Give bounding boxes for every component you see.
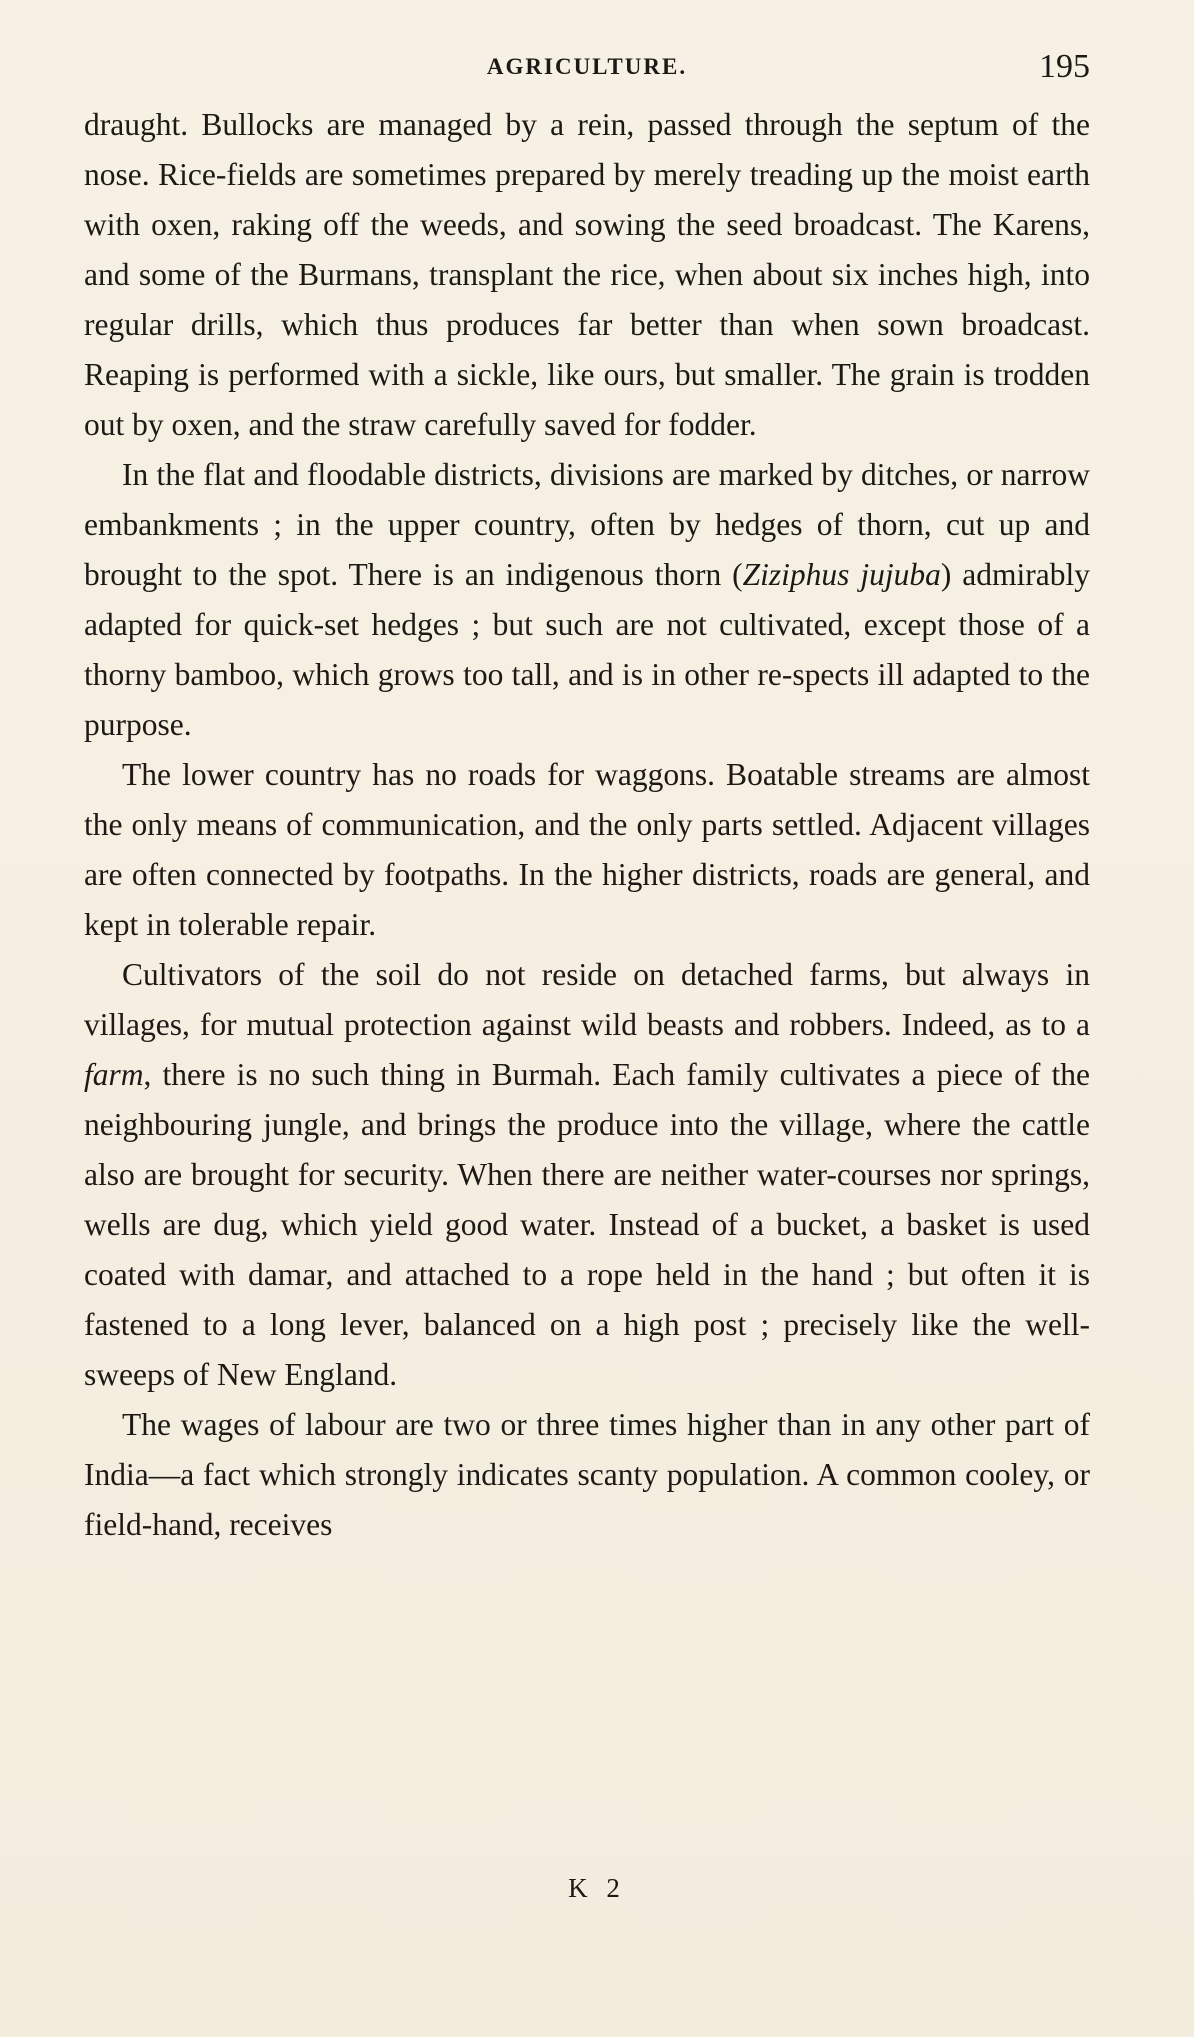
- paragraph-text: draught. Bullocks are managed by a rein, passed through the septum of the nose. Rice-fields are sometimes prepared by merely treading up the moist earth with oxen, raking off the weeds, and sowing the seed broadcast. The Karens, and some of the Burmans, transplant the rice, when about six inches high, into regular drills, which thus produces far better than when sown broadcast. Reaping is performed with a sickle, like ours, but smaller. The grain is trodden out by oxen, and the straw carefully saved for fodder.: [84, 107, 1090, 442]
- paragraph: [84, 1400, 1090, 1550]
- body-text: [84, 100, 1090, 1550]
- signature-mark: K 2: [568, 1873, 626, 1903]
- paragraph: [84, 450, 1090, 750]
- paragraph-text: In the flat and floodable districts, divisions are marked by ditches, or narrow embankments ; in the upper country, often by hedges of thorn, cut up and brought to the spot. There is an indigenous thorn (: [84, 457, 1090, 592]
- paragraph-text: The wages of labour are two or three times higher than in any other part of India—a fact which strongly indicates scanty population. A common cooley, or field-hand, receives: [84, 1407, 1090, 1542]
- paragraph: [84, 750, 1090, 950]
- running-title: AGRICULTURE.: [486, 54, 688, 79]
- paragraph-text: ) admirably adapted for quick-set hedges ; but such are not cultivated, except those of a thorny bamboo, which grows too tall, and is in other re-spects ill adapted to the purpose.: [84, 557, 1091, 742]
- italic-species-name: Ziziphus jujuba: [742, 557, 941, 592]
- paragraph-text: Cultivators of the soil do not reside on detached farms, but always in villages, for mutual protection against wild beasts and robbers. Indeed, as to a: [84, 957, 1090, 1042]
- page-number: 195: [1039, 48, 1090, 85]
- paragraph: [84, 100, 1090, 450]
- paragraph-text: , there is no such thing in Burmah. Each family cultivates a piece of the neighbouring jungle, and brings the produce into the village, where the cattle also are brought for security. When there are neither water-courses nor springs, wells are dug, which yield good water. Instead of a bucket, a basket is used coated with damar, and attached to a rope held in the hand ; but often it is fastened to a long lever, balanced on a high post ; precisely like the well-sweeps of New England.: [84, 1057, 1090, 1392]
- italic-emphasis: farm: [84, 1057, 144, 1092]
- paragraph: [84, 950, 1090, 1400]
- paragraph-text: The lower country has no roads for waggons. Boatable streams are almost the only means of communication, and the only parts settled. Adjacent villages are often connected by footpaths. In the higher districts, roads are general, and kept in tolerable repair.: [84, 757, 1090, 942]
- page-header: [84, 48, 1090, 92]
